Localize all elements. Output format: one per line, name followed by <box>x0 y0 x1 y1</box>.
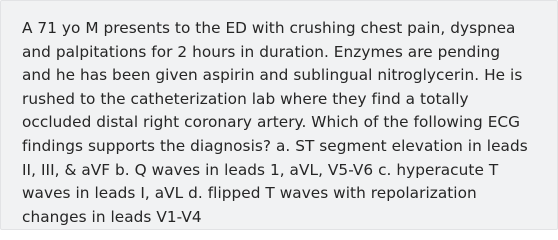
question-line: findings supports the diagnosis? a. ST segment elevation in leads <box>22 136 528 155</box>
question-line: and palpitations for 2 hours in duration. Enzymes are pending <box>22 42 501 61</box>
question-line: and he has been given aspirin and sublingual nitroglycerin. He is <box>22 66 523 85</box>
question-line: A 71 yo M presents to the ED with crushing chest pain, dyspnea <box>22 19 516 37</box>
question-text <box>22 17 542 229</box>
question-line: occluded distal right coronary artery. Which of the following ECG <box>22 113 521 132</box>
question-line: II, III, & aVF b. Q waves in leads 1, aVL, V5-V6 c. hyperacute T <box>22 160 499 179</box>
question-line: waves in leads I, aVL d. flipped T waves with repolarization <box>22 184 477 203</box>
question-line: changes in leads V1-V4 <box>22 207 202 226</box>
question-line: rushed to the catheterization lab where they find a totally <box>22 89 469 108</box>
